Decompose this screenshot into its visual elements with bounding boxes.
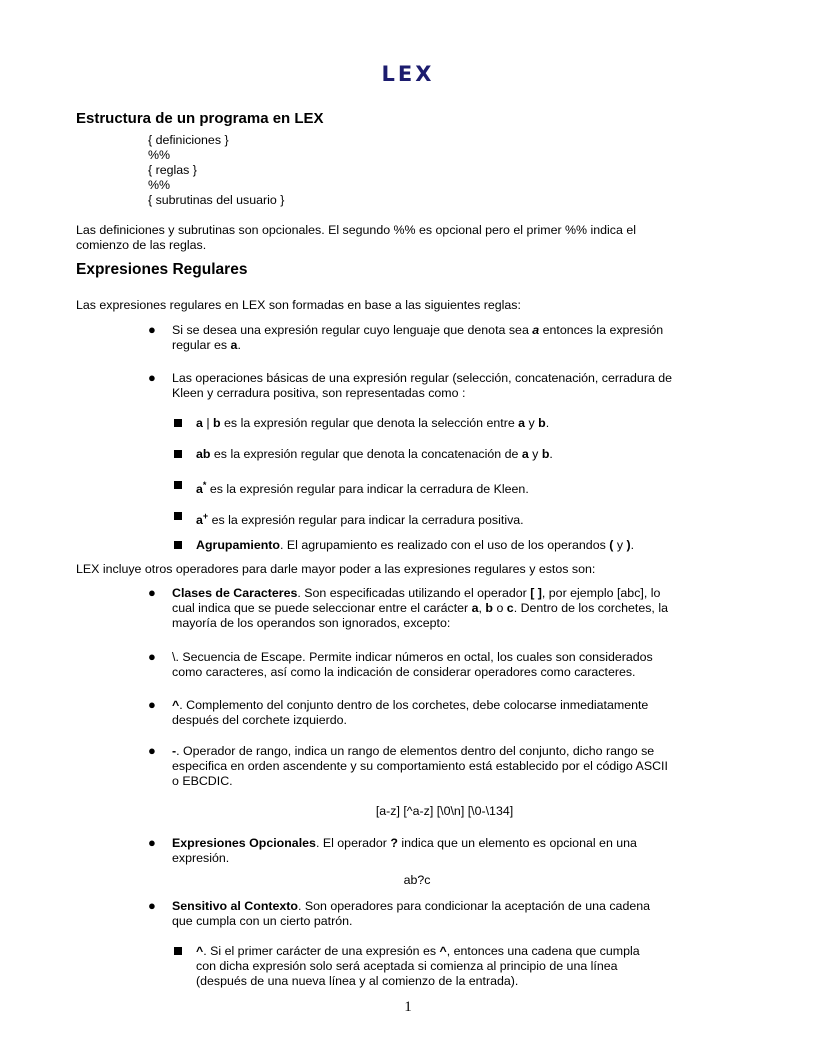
square-bullet-icon (174, 947, 182, 955)
list-item: -. Operador de rango, indica un rango de elementos dentro del conjunto, dicho rango se especifica en orden ascendente y su comportamiento está establecido por el código ASCII o EBCDIC. (172, 744, 668, 788)
text-line: Las definiciones y subrutinas son opcionales. El segundo %% es opcional pero el primer %% indica el (76, 223, 636, 237)
code-line: { definiciones } (148, 133, 229, 147)
bullet-icon: ● (148, 898, 156, 913)
list-item: \. Secuencia de Escape. Permite indicar números en octal, los cuales son considerados como caracteres, así como la indicación de considerar operadores como caracteres. (172, 650, 653, 679)
list-item: Clases de Caracteres. Son especificadas utilizando el operador [ ], por ejemplo [abc], lo cual indica que se puede seleccionar entre el carácter a, b o c. Dentro de los corchetes, la mayoría de los operandos son ignorados, excepto: (172, 586, 668, 630)
list-item: Las operaciones básicas de una expresión regular (selección, concatenación, cerradura de Kleen y cerradura positiva, son representadas como : (172, 371, 673, 400)
list-item: a* es la expresión regular para indicar la cerradura de Kleen. (196, 480, 529, 497)
list-item: Sensitivo al Contexto. Son operadores para condicionar la aceptación de una cadena que cumpla con un cierto patrón. (172, 899, 651, 928)
list-item: Si se desea una expresión regular cuyo lenguaje que denota sea a entonces la expresión regular es a. (172, 323, 664, 352)
range-example: [a-z] [^a-z] [\0\n] [\0-\134] (375, 804, 514, 818)
paragraph (76, 223, 636, 253)
list-item: Expresiones Opcionales. El operador ? indica que un elemento es opcional en una expresión. (172, 836, 637, 865)
bullet-icon: ● (148, 370, 156, 385)
bullet-icon: ● (148, 322, 156, 337)
square-bullet-icon (174, 450, 182, 458)
square-bullet-icon (174, 419, 182, 427)
paragraph: LEX incluye otros operadores para darle mayor poder a las expresiones regulares y estos son: (76, 562, 596, 576)
square-bullet-icon (174, 481, 182, 489)
list-item: ab es la expresión regular que denota la concatenación de a y b. (196, 447, 553, 461)
optional-example: ab?c (403, 873, 431, 887)
page-title: LEX (381, 62, 435, 86)
code-line: %% (148, 148, 171, 162)
bullet-icon: ● (148, 835, 156, 850)
bullet-icon: ● (148, 585, 156, 600)
paragraph: Las expresiones regulares en LEX son formadas en base a las siguientes reglas: (76, 298, 521, 312)
text-line: comienzo de las reglas. (76, 238, 207, 252)
section-heading-structure: Estructura de un programa en LEX (76, 110, 324, 127)
code-block (148, 133, 284, 208)
list-item: a+ es la expresión regular para indicar la cerradura positiva. (196, 511, 524, 528)
code-line: %% (148, 178, 171, 192)
code-line: { reglas } (148, 163, 197, 177)
section-heading-regex: Expresiones Regulares (76, 261, 248, 278)
code-line: { subrutinas del usuario } (148, 193, 285, 207)
list-item: ^. Si el primer carácter de una expresión es ^, entonces una cadena que cumpla con dicha expresión solo será aceptada si comienza al principio de una línea (después de una nueva línea y al comienzo de la entrada). (196, 944, 640, 988)
list-item: Agrupamiento. El agrupamiento es realizado con el uso de los operandos ( y ). (196, 538, 635, 552)
bullet-icon: ● (148, 743, 156, 758)
bullet-icon: ● (148, 649, 156, 664)
square-bullet-icon (174, 512, 182, 520)
list-item: a | b es la expresión regular que denota la selección entre a y b. (196, 416, 550, 430)
page-number: 1 (404, 999, 412, 1015)
bullet-icon: ● (148, 697, 156, 712)
square-bullet-icon (174, 541, 182, 549)
list-item: ^. Complemento del conjunto dentro de los corchetes, debe colocarse inmediatamente después del corchete izquierdo. (172, 698, 649, 727)
